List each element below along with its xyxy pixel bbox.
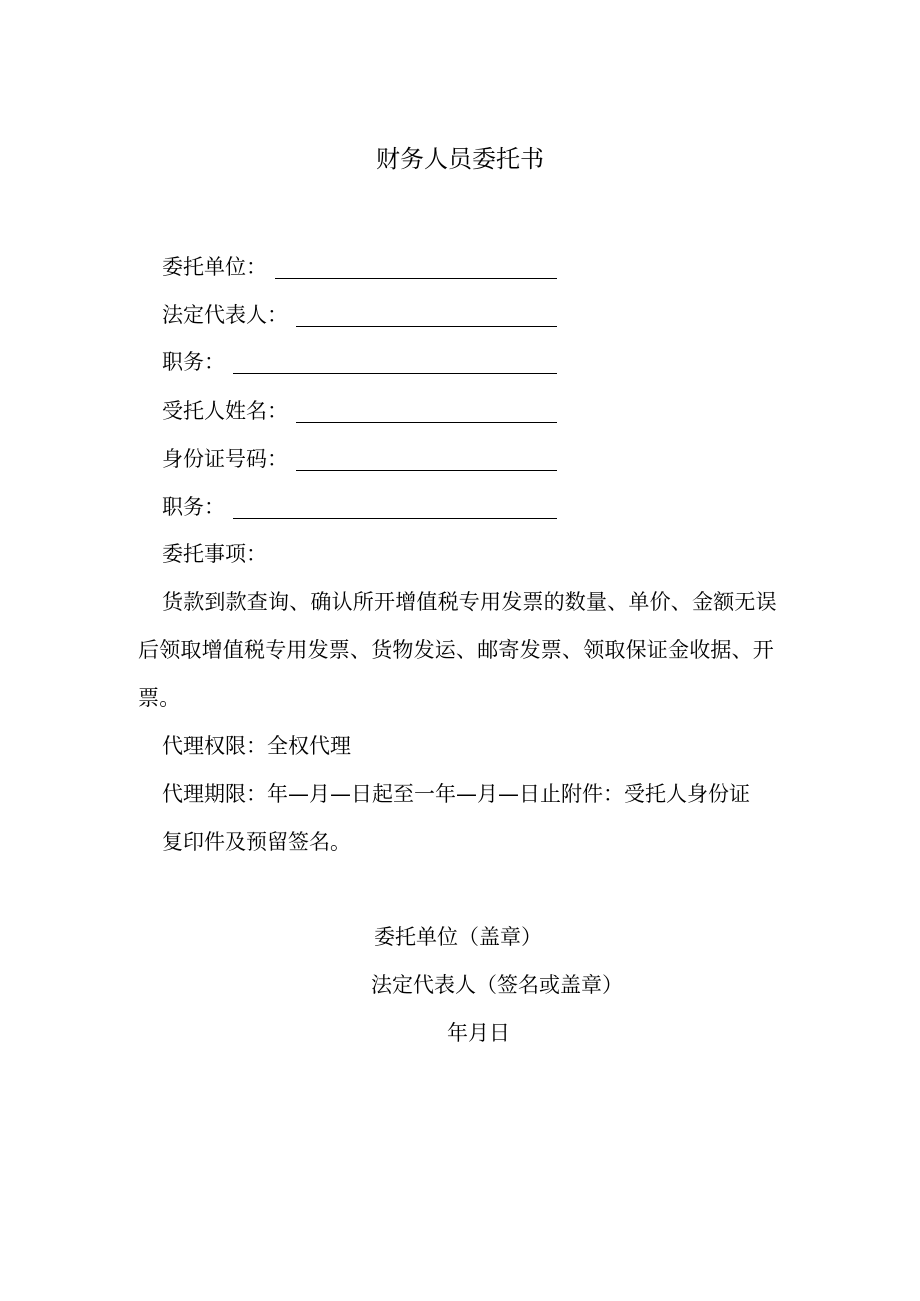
legal-rep-field xyxy=(162,300,557,330)
entrusting-unit-blank-line[interactable] xyxy=(275,258,557,279)
id-number-blank-line[interactable] xyxy=(296,450,557,471)
matters-paragraph: 货款到款查询、确认所开增值税专用发票的数量、单价、金额无误后领取增值税专用发票、货物发运、邮寄发票、领取保证金收据、开票。 xyxy=(138,590,777,710)
matters-label: 委托事项： xyxy=(162,542,267,566)
id-number-label: 身份证号码： xyxy=(162,447,288,471)
position-blank-line-2[interactable] xyxy=(233,498,557,519)
period-line-2: 复印件及预留签名。 xyxy=(162,830,351,854)
position-field-2 xyxy=(162,492,557,522)
trustee-name-blank-line[interactable] xyxy=(296,402,557,423)
position-blank-line-1[interactable] xyxy=(233,353,557,374)
id-number-field xyxy=(162,444,557,474)
authority-line: 代理权限：全权代理 xyxy=(162,734,351,758)
trustee-name-field xyxy=(162,396,557,426)
position-label-2: 职务： xyxy=(162,495,225,519)
legal-rep-sign-line: 法定代表人（签名或盖章） xyxy=(371,973,623,997)
unit-seal-line: 委托单位（盖章） xyxy=(374,925,542,949)
date-line: 年月日 xyxy=(447,1021,510,1045)
period-line-1: 代理期限：年—月—日起至一年—月—日止附件：受托人身份证 xyxy=(162,782,750,806)
position-field-1 xyxy=(162,347,557,377)
legal-rep-blank-line[interactable] xyxy=(296,306,557,327)
document-title: 财务人员委托书 xyxy=(376,145,544,173)
legal-rep-label: 法定代表人： xyxy=(162,303,288,327)
trustee-name-label: 受托人姓名： xyxy=(162,399,288,423)
entrusting-unit-label: 委托单位： xyxy=(162,255,267,279)
entrusting-unit-field xyxy=(162,252,557,282)
position-label-1: 职务： xyxy=(162,350,225,374)
